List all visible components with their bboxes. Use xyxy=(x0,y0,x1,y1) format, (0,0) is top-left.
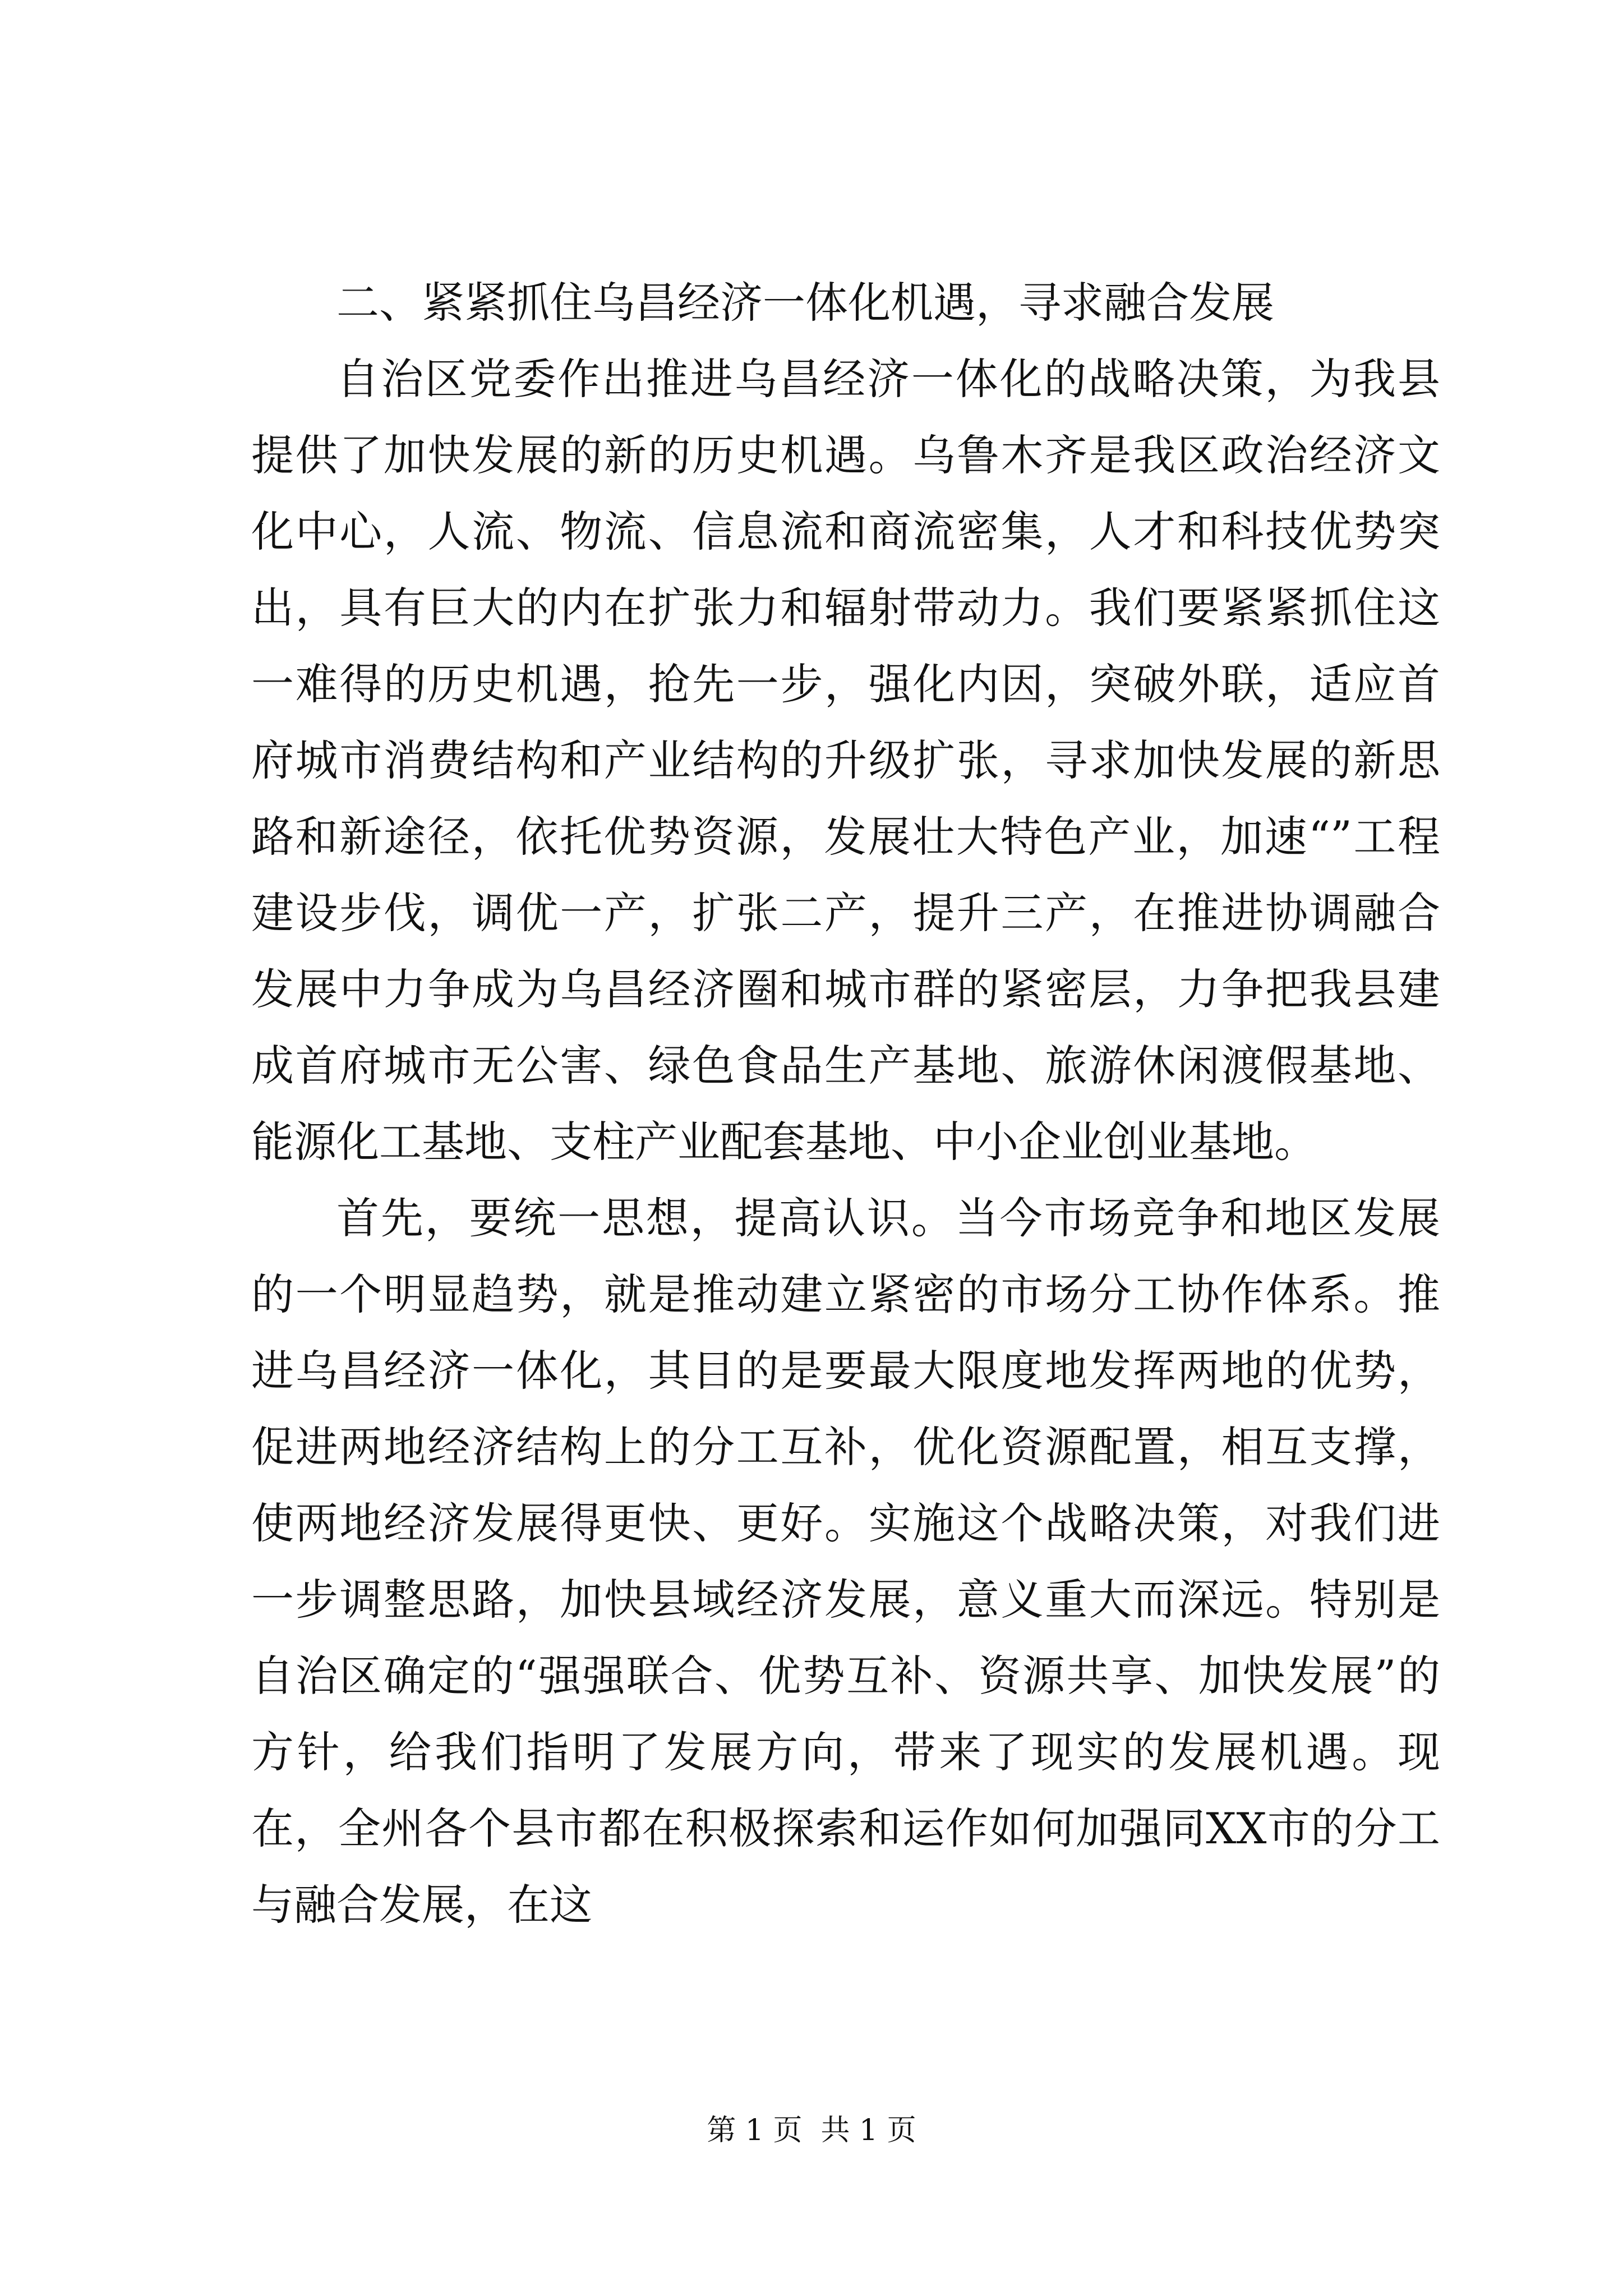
section-heading: 二、紧紧抓住乌昌经济一体化机遇，寻求融合发展 xyxy=(336,278,1274,328)
paragraph-1: 自治区党委作出推进乌昌经济一体化的战略决策，为我县提供了加快发展的新的历史机遇。乌鲁木齐是我区政治经济文化中心，人流、物流、信息流和商流密集，人才和科技优势突出，具有巨大的内在扩张力和辐射带动力。我们要紧紧抓住这一难得的历史机遇，抢先一步，强化内因，突破外联，适应首府城市消费结构和产业结构的升级扩张，寻求加快发展的新思路和新途径，依托优势资源，发展壮大特色产业，加速“”工程建设步伐，调优一产，扩张二产，提升三产，在推进协调融合发展中力争成为乌昌经济圈和城市群的紧密层，力争把我县建成首府城市无公害、绿色食品生产基地、旅游休闲渡假基地、能源化工基地、支柱产业配套基地、中小企业创业基地。 xyxy=(251,354,1440,1167)
document-body xyxy=(251,265,1440,1943)
page-footer: 第 1 页 共 1 页 xyxy=(707,2114,916,2147)
paragraph-2: 首先，要统一思想，提高认识。当今市场竞争和地区发展的一个明显趋势，就是推动建立紧密的市场分工协作体系。推进乌昌经济一体化，其目的是要最大限度地发挥两地的优势，促进两地经济结构上的分工互补，优化资源配置，相互支撑，使两地经济发展得更快、更好。实施这个战略决策，对我们进一步调整思路，加快县域经济发展，意义重大而深远。特别是自治区确定的“强强联合、优势互补、资源共享、加快发展”的方针，给我们指明了发展方向，带来了现实的发展机遇。现在，全州各个县市都在积极探索和运作如何加强同XX市的分工与融合发展，在这 xyxy=(251,1193,1440,1930)
